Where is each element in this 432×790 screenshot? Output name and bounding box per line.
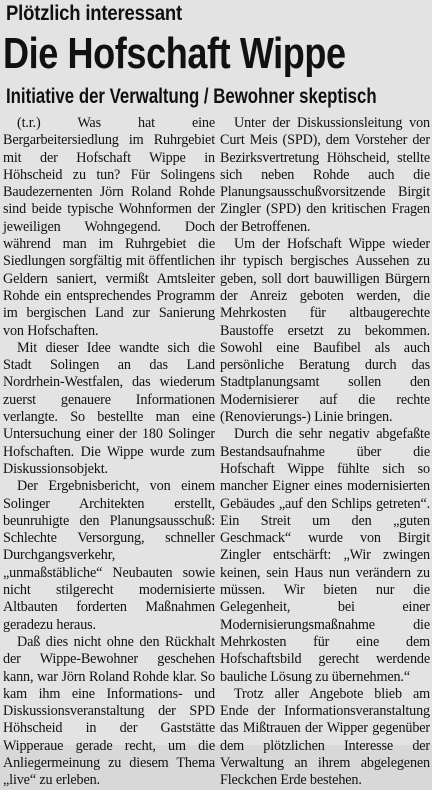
article-column-left: [3, 115, 215, 790]
article-subheadline: Initiative der Verwaltung / Bewohner skeptisch: [6, 85, 377, 108]
article-paragraph: Der Ergebnisbericht, von einem Solinger Architekten erstellt, beunruhigte den Planungsausschuß: Schlechte Versorgung, schneller Durchgangsverkehr, „unmaßstäbliche“ Neubauten sowie nicht stilgerecht modernisierte Altbauten forderten Maßnahmen geradezu heraus.: [3, 478, 215, 633]
article-paragraph: Trotz aller Angebote blieb am Ende der Informationsveranstaltung das Mißtrauen der Wipper gegenüber dem plötzlichen Interesse der Verwaltung an ihrem abgelegenen Fleckchen Erde bestehen.: [220, 685, 430, 789]
article-headline: Die Hofschaft Wippe: [3, 29, 346, 78]
article-paragraph: Unter der Diskussionsleitung von Curt Meis (SPD), dem Vorsteher der Bezirksvertretung Höhscheid, stellte sich neben Rohde auch die Planungsausschußvorsitzende Birgit Zingler (SPD) den kritischen Fragen der Betroffenen.: [220, 115, 430, 235]
article-paragraph: (t.r.) Was hat eine Bergarbeitersiedlung im Ruhrgebiet mit der Hofschaft Wippe in Höhscheid zu tun? Für Solingens Baudezernenten Jörn Roland Rohde sind beide typische Wohnformen der jeweiligen Wohngegend. Doch während man im Ruhrgebiet die Siedlungen sorgfältig mit öffentlichen Geldern saniert, vermißt Amtsleiter Rohde ein entsprechendes Programm im bergischen Land zur Sanierung von Hofschaften.: [3, 115, 215, 339]
article-paragraph: Um der Hofschaft Wippe wieder ihr typisch bergisches Aussehen zu geben, soll dort bauwilligen Bürgern der Anreiz geboten werden, die Mehrkosten für altbaugerechte Baustoffe ersetzt zu bekommen. Sowohl eine Baufibel als auch persönliche Beratung durch das Stadtplanungsamt sollen den Modernisierer auf die rechte (Renovierungs-) Linie bringen.: [220, 236, 430, 426]
article-paragraph: Mit dieser Idee wandte sich die Stadt Solingen an das Land Nordrhein-Westfalen, das wiederum zuerst genauere Informationen verlangte. So bestellte man eine Untersuchung einer der 180 Solinger Hofschaften. Die Wippe wurde zum Diskussionsobjekt.: [3, 339, 215, 477]
article-kicker: Plötzlich interessant: [6, 2, 183, 25]
article-column-right: [220, 115, 430, 790]
article-paragraph: Daß dies nicht ohne den Rückhalt der Wippe-Bewohner geschehen kann, war Jörn Roland Rohde klar. So kam ihm eine Informations- und Diskussionsveranstaltung der SPD Höhscheid in der Gaststätte Wipperaue gerade recht, um die Anliegermeinung zu diesem Thema „live“ zu erleben.: [3, 633, 215, 789]
article-paragraph: Durch die sehr negativ abgefaßte Bestandsaufnahme über die Hofschaft Wippe fühlte sich so mancher Eigner eines modernisierten Gebäudes „auf den Schlips getreten“. Ein Streit um den „guten Geschmack“ wurde von Birgit Zingler entschärft: „Wir zwingen keinen, sein Haus nun verändern zu müssen. Wir bieten nur die Gelegenheit, bei einer Modernisierungsmaßnahme die Mehrkosten für eine dem Hofschaftsbild gerecht werdende bauliche Lösung zu übernehmen.“: [220, 426, 430, 685]
